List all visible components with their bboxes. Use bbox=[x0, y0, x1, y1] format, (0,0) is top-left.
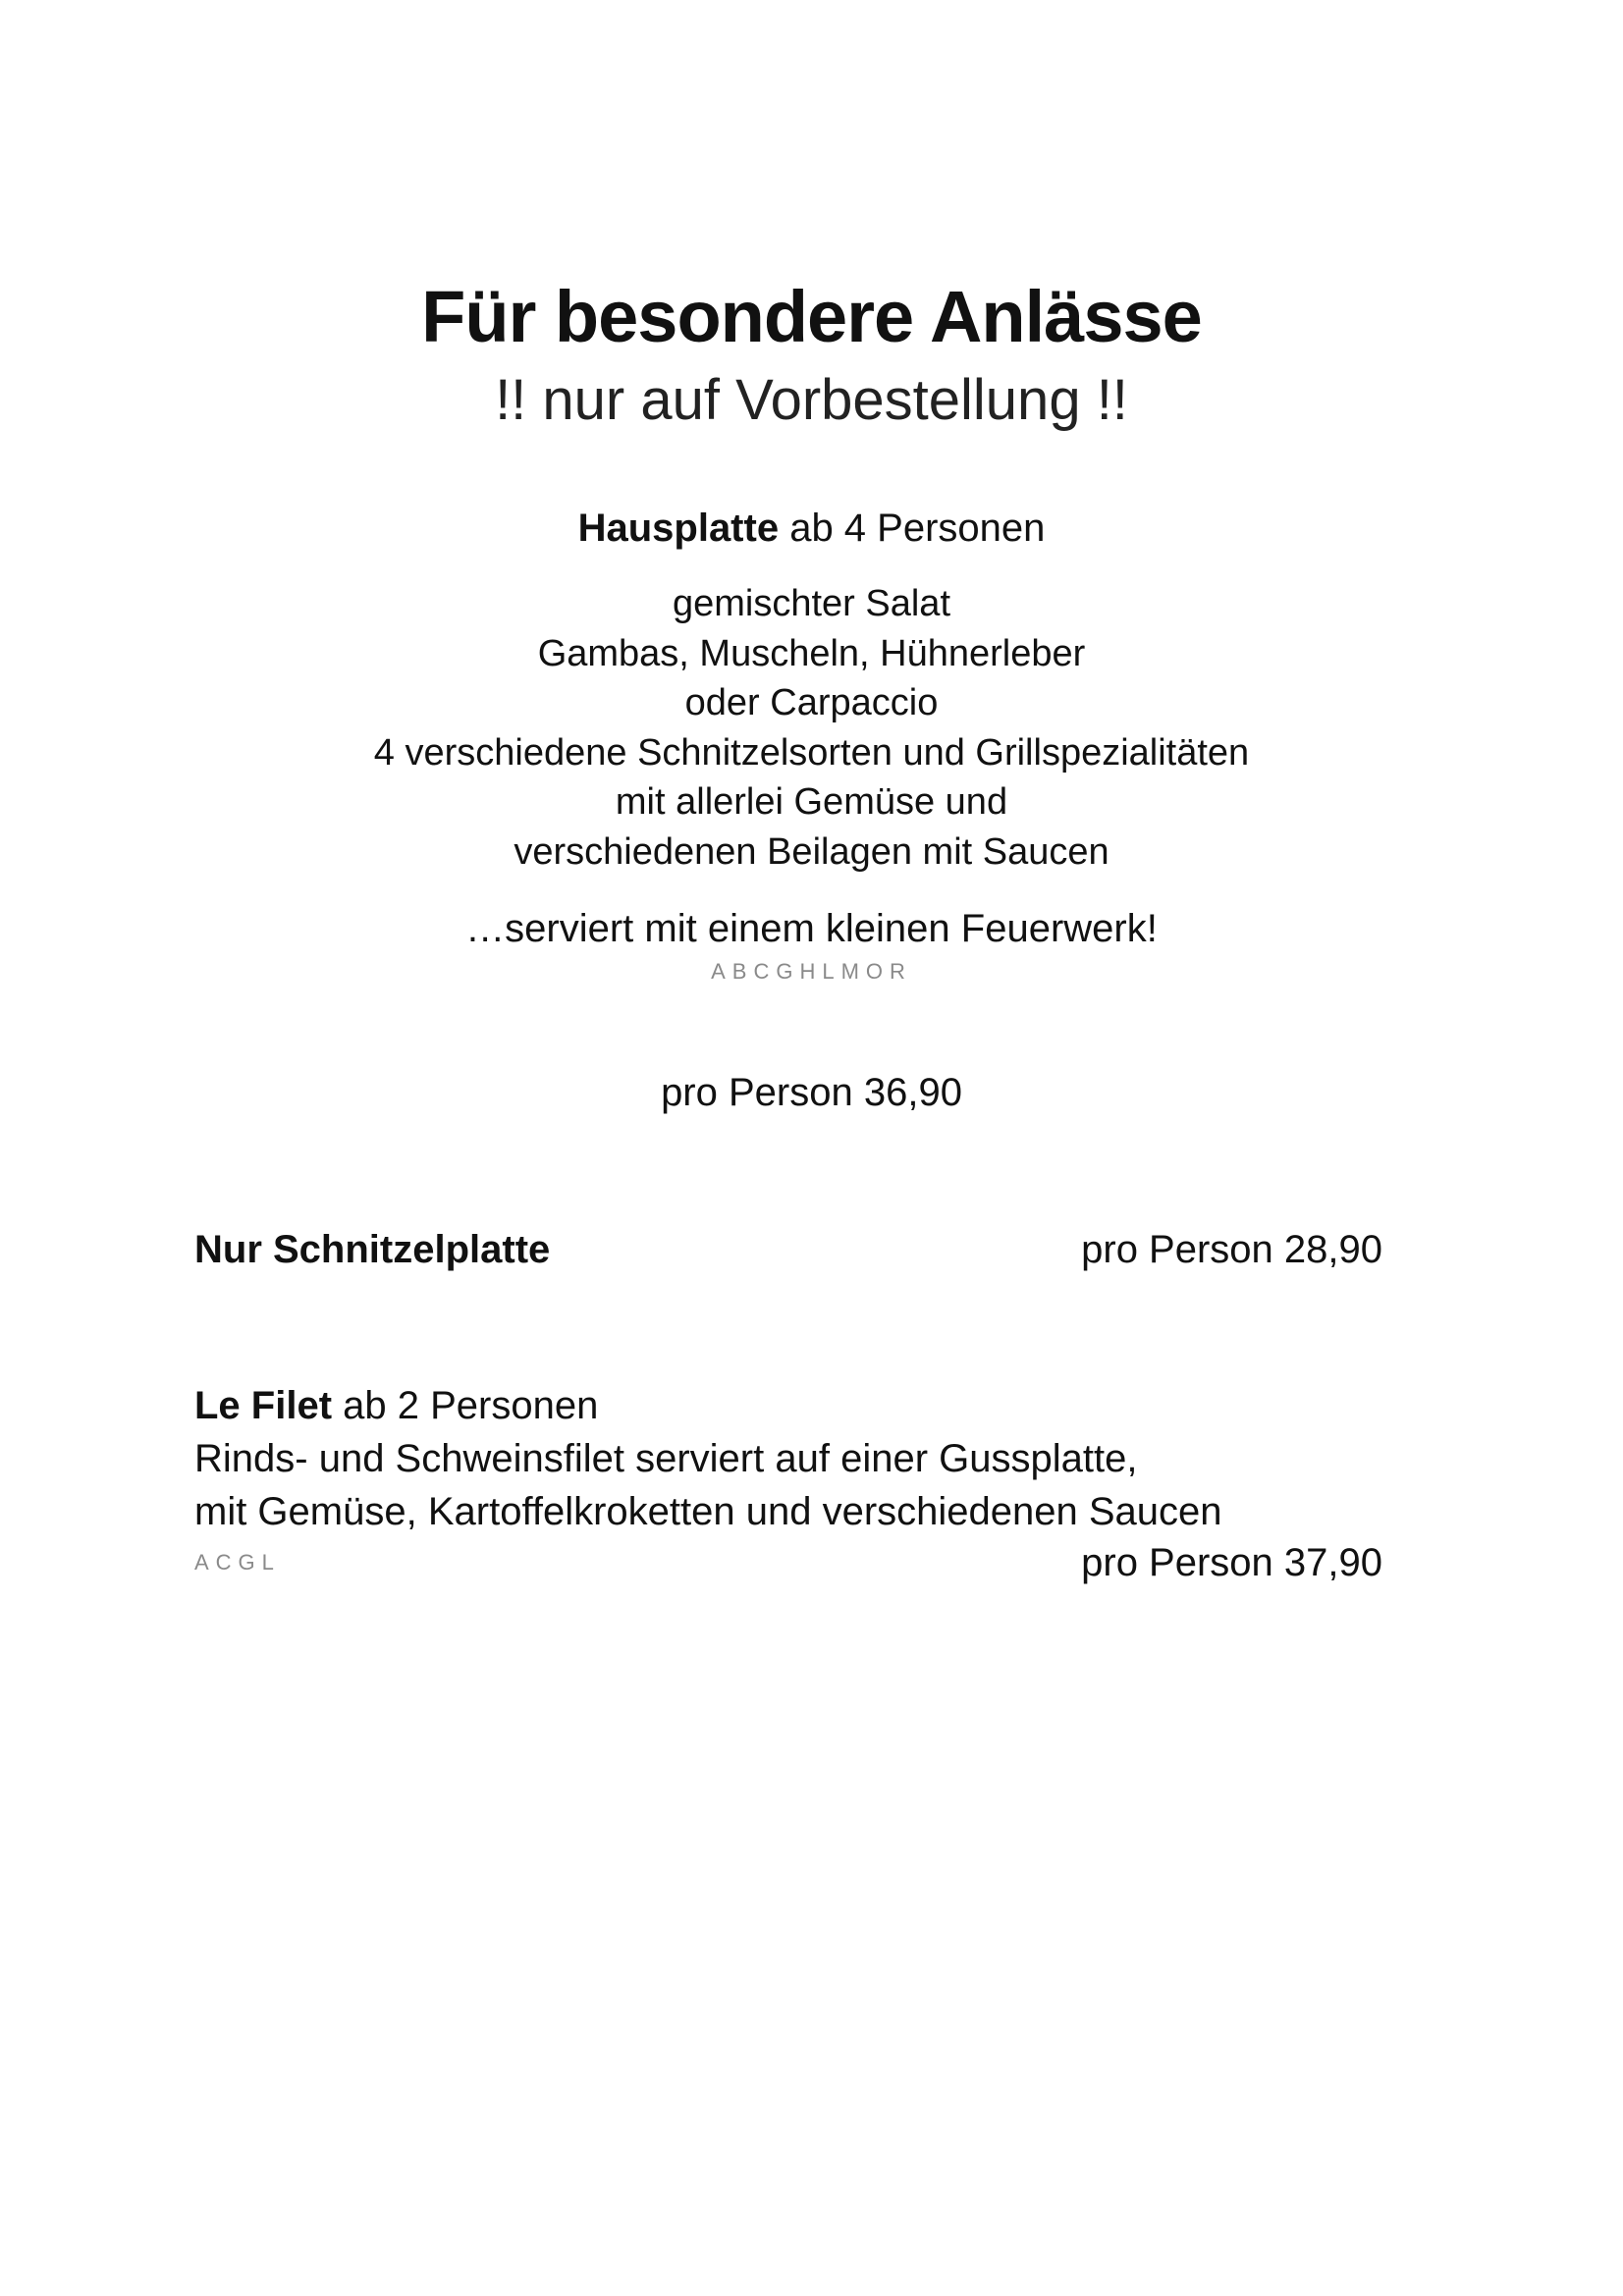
page-title: Für besondere Anlässe bbox=[421, 276, 1202, 357]
le-filet-price: pro Person 37,90 bbox=[1081, 1541, 1382, 1584]
page-subtitle: !! nur auf Vorbestellung !! bbox=[495, 368, 1128, 432]
hausplatte-line: mit allerlei Gemüse und bbox=[615, 781, 1008, 823]
hausplatte-persons: ab 4 Personen bbox=[789, 507, 1046, 550]
hausplatte-price: pro Person 36,90 bbox=[661, 1071, 962, 1114]
hausplatte-line: verschiedenen Beilagen mit Saucen bbox=[514, 830, 1109, 873]
hausplatte-heading bbox=[0, 501, 1623, 556]
le-filet-line: Rinds- und Schweinsfilet serviert auf einer Gussplatte, bbox=[194, 1437, 1138, 1480]
schnitzelplatte-price: pro Person 28,90 bbox=[1081, 1228, 1382, 1271]
le-filet-heading bbox=[194, 1379, 1222, 1432]
hausplatte-description bbox=[0, 579, 1623, 877]
hausplatte-line: Gambas, Muscheln, Hühnerleber bbox=[537, 632, 1086, 674]
hausplatte-line: 4 verschiedene Schnitzelsorten und Grillspezialitäten bbox=[373, 731, 1250, 774]
le-filet-line: mit Gemüse, Kartoffelkroketten und verschiedenen Saucen bbox=[194, 1490, 1222, 1533]
hausplatte-tagline: …serviert mit einem kleinen Feuerwerk! bbox=[465, 907, 1158, 950]
le-filet-persons: ab 2 Personen bbox=[343, 1384, 599, 1427]
le-filet-description bbox=[194, 1379, 1222, 1538]
le-filet-allergens: ACGL bbox=[194, 1550, 281, 1575]
schnitzelplatte-name: Nur Schnitzelplatte bbox=[194, 1228, 551, 1271]
le-filet-name: Le Filet bbox=[194, 1384, 333, 1427]
hausplatte-name: Hausplatte bbox=[577, 507, 780, 550]
hausplatte-line: oder Carpaccio bbox=[684, 682, 939, 723]
hausplatte-allergens: ABCGHLMOR bbox=[711, 959, 912, 984]
hausplatte-line: gemischter Salat bbox=[672, 583, 950, 624]
